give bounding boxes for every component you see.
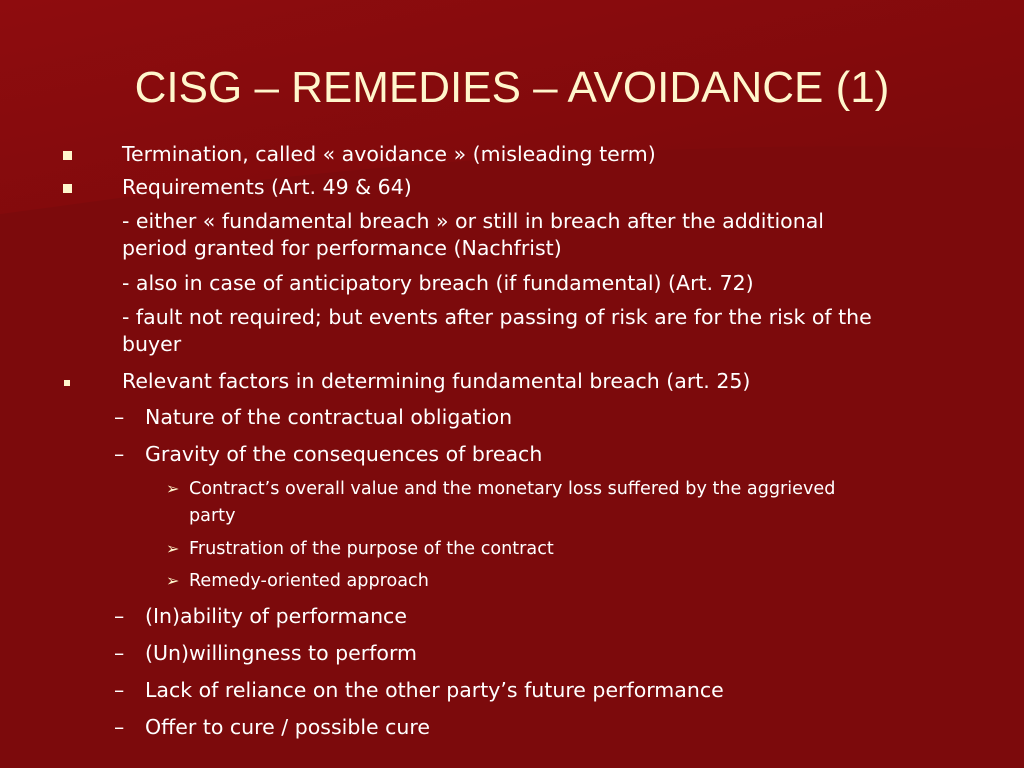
arrow-bullet-icon: ➢ [166, 539, 180, 558]
sub-bullet-item: Gravity of the consequences of breach [145, 442, 543, 466]
arrow-bullet-icon: ➢ [166, 571, 180, 590]
bullet-continuation: - fault not required; but events after passing of risk are for the risk of the [122, 305, 872, 329]
bullet-continuation: period granted for performance (Nachfrist) [122, 236, 562, 260]
sub-sub-bullet-continuation: party [189, 506, 236, 526]
dash-bullet: – [114, 405, 125, 429]
bullet-continuation: buyer [122, 332, 182, 356]
sub-bullet-item: Offer to cure / possible cure [145, 715, 431, 739]
bullet-continuation: - either « fundamental breach » or still in breach after the additional [122, 209, 824, 233]
dash-bullet: – [114, 604, 125, 628]
bullet-item: Requirements (Art. 49 & 64) [122, 175, 412, 199]
dash-bullet: – [114, 442, 125, 466]
sub-sub-bullet-item: Contract’s overall value and the monetary loss suffered by the aggrieved [189, 479, 836, 499]
square-bullet-icon [63, 184, 72, 193]
sub-bullet-item: (Un)willingness to perform [145, 641, 417, 665]
slide-title: CISG – REMEDIES – AVOIDANCE (1) [134, 63, 890, 112]
square-bullet-icon [63, 151, 72, 160]
bullet-item: Relevant factors in determining fundamental breach (art. 25) [122, 369, 751, 393]
sub-bullet-item: (In)ability of performance [145, 604, 407, 628]
dash-bullet: – [114, 678, 125, 702]
square-bullet-icon [64, 380, 70, 386]
bullet-continuation: - also in case of anticipatory breach (if fundamental) (Art. 72) [122, 271, 754, 295]
bullet-item: Termination, called « avoidance » (misleading term) [122, 142, 656, 166]
dash-bullet: – [114, 715, 125, 739]
sub-sub-bullet-item: Frustration of the purpose of the contract [189, 539, 554, 559]
dash-bullet: – [114, 641, 125, 665]
arrow-bullet-icon: ➢ [166, 479, 180, 498]
sub-bullet-item: Lack of reliance on the other party’s future performance [145, 678, 724, 702]
sub-sub-bullet-item: Remedy-oriented approach [189, 571, 429, 591]
sub-bullet-item: Nature of the contractual obligation [145, 405, 513, 429]
